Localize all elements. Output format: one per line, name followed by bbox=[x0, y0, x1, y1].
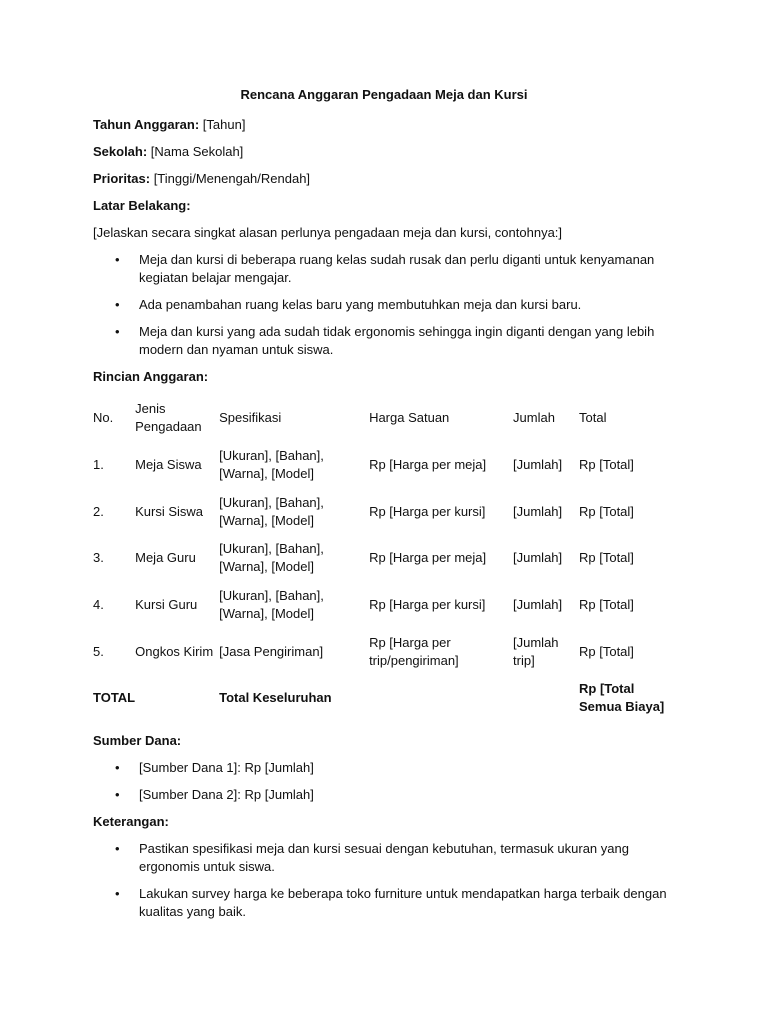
document-title: Rencana Anggaran Pengadaan Meja dan Kursi bbox=[240, 87, 528, 102]
list-item-text: Lakukan survey harga ke beberapa toko furniture untuk mendapatkan harga terbaik dengan kualitas yang baik. bbox=[139, 885, 667, 919]
list-item bbox=[93, 759, 675, 777]
list-item-text: Meja dan kursi yang ada sudah tidak ergonomis sehingga ingin diganti dengan yang lebih modern dan nyaman untuk siswa. bbox=[139, 324, 655, 357]
table-total-row bbox=[93, 675, 675, 722]
background-intro: [Jelaskan secara singkat alasan perlunya pengadaan meja dan kursi, contohnya:] bbox=[93, 225, 563, 240]
table-cell: Rp [Harga per kursi] bbox=[369, 597, 486, 613]
table-cell bbox=[135, 675, 219, 722]
list-item bbox=[93, 885, 675, 921]
list-item-text: [Sumber Dana 1]: Rp [Jumlah] bbox=[139, 759, 314, 775]
table-cell: Rp [Total] bbox=[579, 550, 634, 566]
table-row bbox=[93, 535, 675, 582]
table-cell: Meja Guru bbox=[135, 550, 196, 566]
table-cell: [Ukuran], [Bahan], [Warna], [Model] bbox=[219, 494, 324, 528]
table-cell: 1. bbox=[93, 457, 104, 473]
table-row bbox=[93, 442, 675, 489]
funding-list bbox=[93, 759, 675, 804]
table-cell: Rp [Total] bbox=[579, 503, 634, 519]
table-cell: Rp [Harga per trip/pengiriman] bbox=[369, 634, 459, 668]
column-header-spesifikasi: Spesifikasi bbox=[219, 410, 282, 426]
list-item-text: Pastikan spesifikasi meja dan kursi sesuai dengan kebutuhan, termasuk ukuran yang ergonomis untuk siswa. bbox=[139, 840, 629, 874]
table-row bbox=[93, 582, 675, 629]
column-header-jenis: Jenis Pengadaan bbox=[135, 401, 202, 435]
table-cell: Kursi Siswa bbox=[135, 503, 204, 519]
table-cell: [Ukuran], [Bahan], [Warna], [Model] bbox=[219, 448, 324, 482]
field-label: Tahun Anggaran: bbox=[93, 117, 200, 132]
table-cell: 5. bbox=[93, 643, 104, 659]
field-tahun-anggaran bbox=[93, 116, 675, 134]
funding-heading: Sumber Dana: bbox=[93, 732, 182, 748]
table-cell: Rp [Harga per meja] bbox=[369, 457, 487, 473]
column-header-no: No. bbox=[93, 410, 114, 426]
field-label: Prioritas: bbox=[93, 171, 151, 186]
notes-list bbox=[93, 840, 675, 921]
field-sekolah bbox=[93, 143, 675, 161]
bullet-icon: • bbox=[115, 252, 120, 267]
table-cell bbox=[369, 675, 513, 722]
table-cell: 3. bbox=[93, 550, 104, 566]
bullet-icon: • bbox=[115, 324, 120, 339]
table-cell: Rp [Harga per meja] bbox=[369, 550, 487, 566]
table-cell: [Jumlah] bbox=[513, 503, 563, 519]
table-cell: 2. bbox=[93, 503, 104, 519]
table-cell: [Jumlah trip] bbox=[513, 634, 559, 668]
list-item bbox=[93, 323, 675, 359]
column-header-total: Total bbox=[579, 410, 607, 426]
table-header-row bbox=[93, 395, 675, 442]
table-row bbox=[93, 628, 675, 675]
list-item bbox=[93, 840, 675, 876]
bullet-icon: • bbox=[115, 297, 120, 312]
table-cell: Rp [Harga per kursi] bbox=[369, 503, 486, 519]
budget-heading: Rincian Anggaran: bbox=[93, 369, 209, 384]
column-header-harga: Harga Satuan bbox=[369, 410, 450, 426]
notes-heading: Keterangan: bbox=[93, 813, 169, 829]
field-value: [Tinggi/Menengah/Rendah] bbox=[150, 171, 311, 186]
background-heading: Latar Belakang: bbox=[93, 198, 191, 213]
table-cell: 4. bbox=[93, 597, 104, 613]
table-cell: [Jumlah] bbox=[513, 457, 563, 473]
table-cell: Ongkos Kirim bbox=[135, 643, 214, 659]
bullet-icon: • bbox=[115, 840, 120, 856]
table-cell bbox=[513, 675, 579, 722]
bullet-icon: • bbox=[115, 786, 120, 802]
table-cell: Rp [Total] bbox=[579, 457, 634, 473]
list-item bbox=[93, 296, 675, 314]
table-cell: Rp [Total] bbox=[579, 597, 634, 613]
table-cell: Kursi Guru bbox=[135, 597, 198, 613]
field-label: Sekolah: bbox=[93, 144, 148, 159]
budget-table bbox=[93, 395, 675, 722]
table-cell: Rp [Total] bbox=[579, 643, 634, 659]
table-cell: [Ukuran], [Bahan], [Warna], [Model] bbox=[219, 541, 324, 575]
list-item bbox=[93, 786, 675, 804]
column-header-jumlah: Jumlah bbox=[513, 410, 555, 426]
table-cell: Total Keseluruhan bbox=[219, 690, 332, 706]
table-cell: [Jasa Pengiriman] bbox=[219, 643, 324, 659]
background-list bbox=[93, 251, 675, 359]
table-cell: [Ukuran], [Bahan], [Warna], [Model] bbox=[219, 588, 324, 622]
table-cell: Rp [Total Semua Biaya] bbox=[579, 681, 665, 715]
list-item-text: [Sumber Dana 2]: Rp [Jumlah] bbox=[139, 786, 314, 802]
table-cell: [Jumlah] bbox=[513, 550, 563, 566]
list-item-text: Meja dan kursi di beberapa ruang kelas sudah rusak dan perlu diganti untuk kenyamanan kegiatan belajar mengajar. bbox=[139, 252, 655, 285]
list-item-text: Ada penambahan ruang kelas baru yang membutuhkan meja dan kursi baru. bbox=[139, 297, 582, 312]
table-cell: TOTAL bbox=[93, 690, 136, 706]
list-item bbox=[93, 251, 675, 287]
field-prioritas bbox=[93, 170, 675, 188]
table-cell: [Jumlah] bbox=[513, 597, 563, 613]
table-cell: Meja Siswa bbox=[135, 457, 202, 473]
document-page bbox=[93, 86, 675, 930]
field-value: [Tahun] bbox=[199, 117, 246, 132]
bullet-icon: • bbox=[115, 759, 120, 775]
bullet-icon: • bbox=[115, 885, 120, 901]
table-row bbox=[93, 488, 675, 535]
field-value: [Nama Sekolah] bbox=[147, 144, 244, 159]
